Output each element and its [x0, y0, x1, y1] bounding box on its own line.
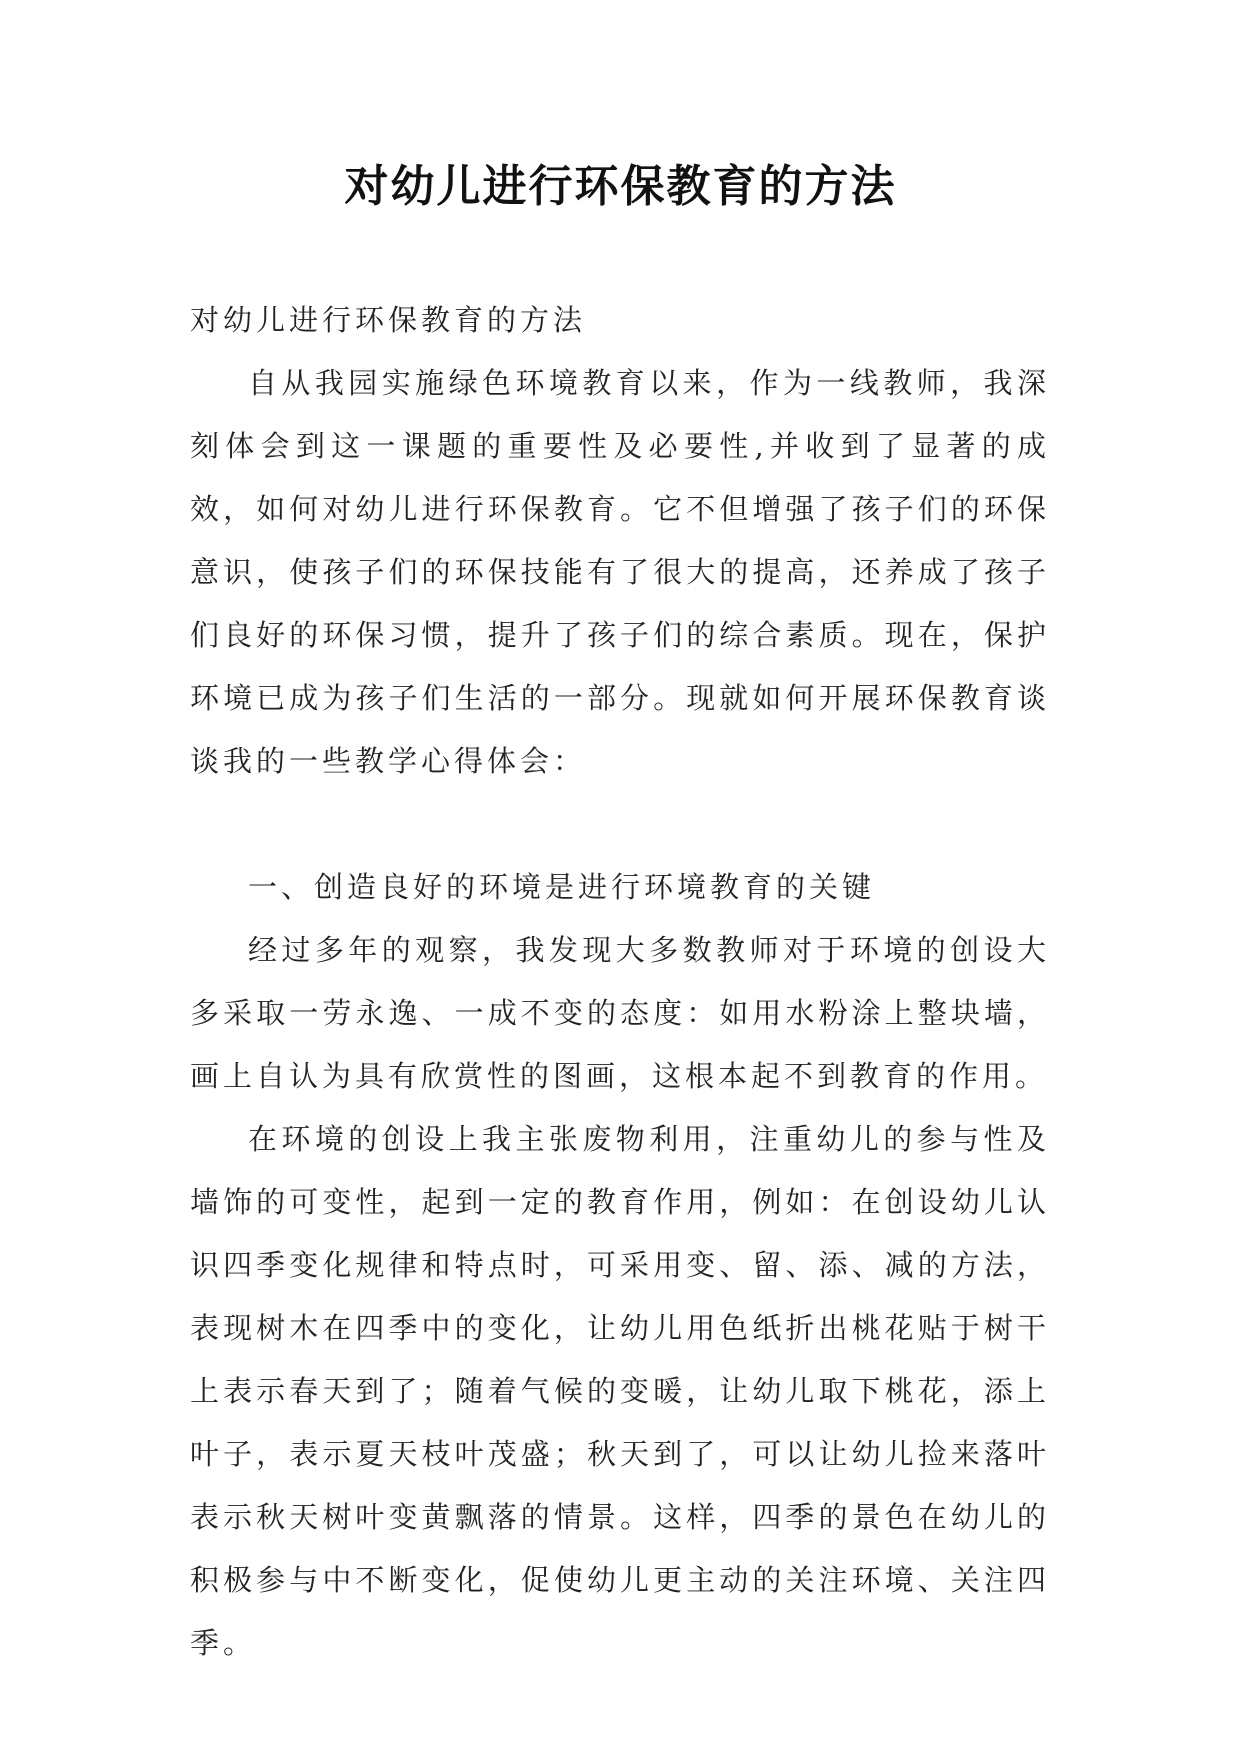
paragraph-intro: 自从我园实施绿色环境教育以来，作为一线教师，我深刻体会到这一课题的重要性及必要性,并收到了显著的成效，如何对幼儿进行环保教育。它不但增强了孩子们的环保意识，使孩子们的环保技能有了很大的提高，还养成了孩子们良好的环保习惯，提升了孩子们的综合素质。现在，保护环境已成为孩子们生活的一部分。现就如何开展环保教育谈谈我的一些教学心得体会： — [190, 366, 1050, 778]
document-subtitle: 对幼儿进行环保教育的方法 — [190, 303, 587, 337]
section-heading: 一、创造良好的环境是进行环境教育的关键 — [248, 870, 876, 904]
paragraph-observation: 经过多年的观察，我发现大多数教师对于环境的创设大多采取一劳永逸、一成不变的态度：如用水粉涂上整块墙，画上自认为具有欣赏性的图画，这根本起不到教育的作用。 — [190, 933, 1050, 1093]
document-title: 对幼儿进行环保教育的方法 — [344, 161, 897, 212]
document-body — [190, 289, 1050, 1675]
paragraph-environment-design: 在环境的创设上我主张废物利用，注重幼儿的参与性及墙饰的可变性，起到一定的教育作用，例如：在创设幼儿认识四季变化规律和特点时，可采用变、留、添、减的方法，表现树木在四季中的变化，让幼儿用色纸折出桃花贴于树干上表示春天到了；随着气候的变暖，让幼儿取下桃花，添上叶子，表示夏天枝叶茂盛；秋天到了，可以让幼儿捡来落叶表示秋天树叶变黄飘落的情景。这样，四季的景色在幼儿的积极参与中不断变化，促使幼儿更主动的关注环境、关注四季。 — [190, 1122, 1050, 1660]
